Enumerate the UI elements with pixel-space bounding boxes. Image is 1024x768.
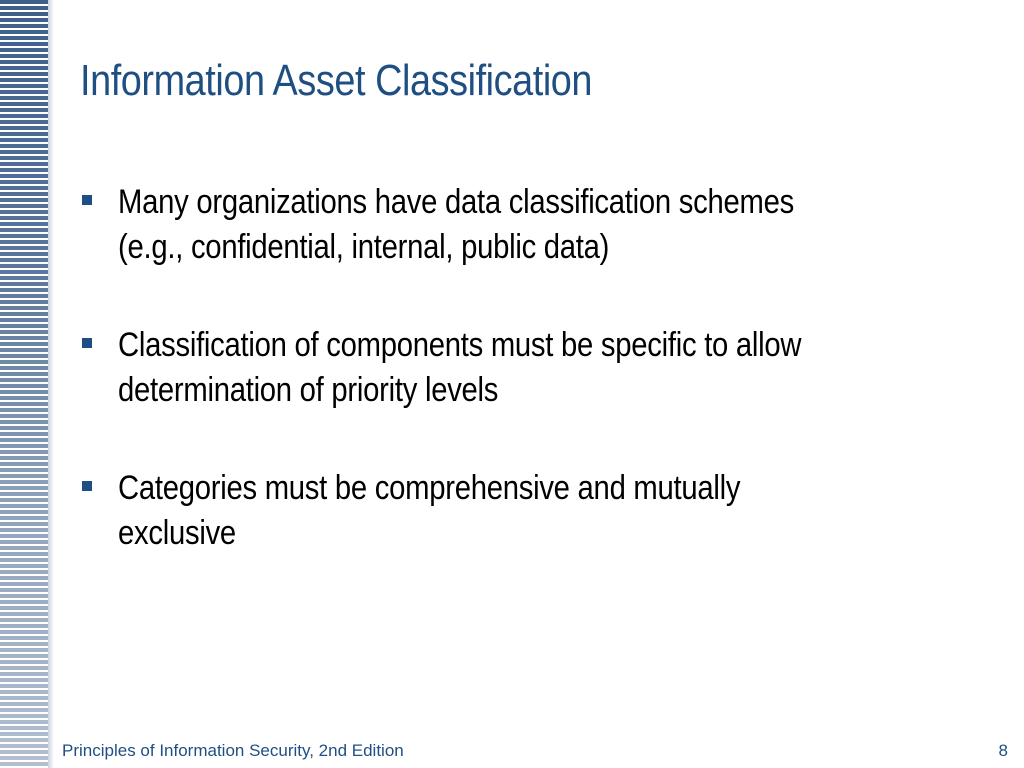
bullet-list xyxy=(82,180,982,609)
bullet-item xyxy=(82,180,982,270)
square-bullet-icon xyxy=(82,338,92,348)
sidebar-fade xyxy=(0,0,48,768)
bullet-text: Many organizations have data classification schemes (e.g., confidential, internal, public data) xyxy=(118,183,794,266)
square-bullet-icon xyxy=(82,195,92,205)
bullet-item xyxy=(82,466,982,556)
bullet-text: Categories must be comprehensive and mutually exclusive xyxy=(118,469,741,552)
bullet-item xyxy=(82,323,982,413)
sidebar-edge xyxy=(48,0,54,768)
square-bullet-icon xyxy=(82,481,92,491)
footer-text: Principles of Information Security, 2nd Edition xyxy=(62,741,404,760)
slide-title: Information Asset Classification xyxy=(80,56,593,105)
bullet-text: Classification of components must be specific to allow determination of priority levels xyxy=(118,326,802,409)
page-number: 8 xyxy=(998,741,1008,760)
